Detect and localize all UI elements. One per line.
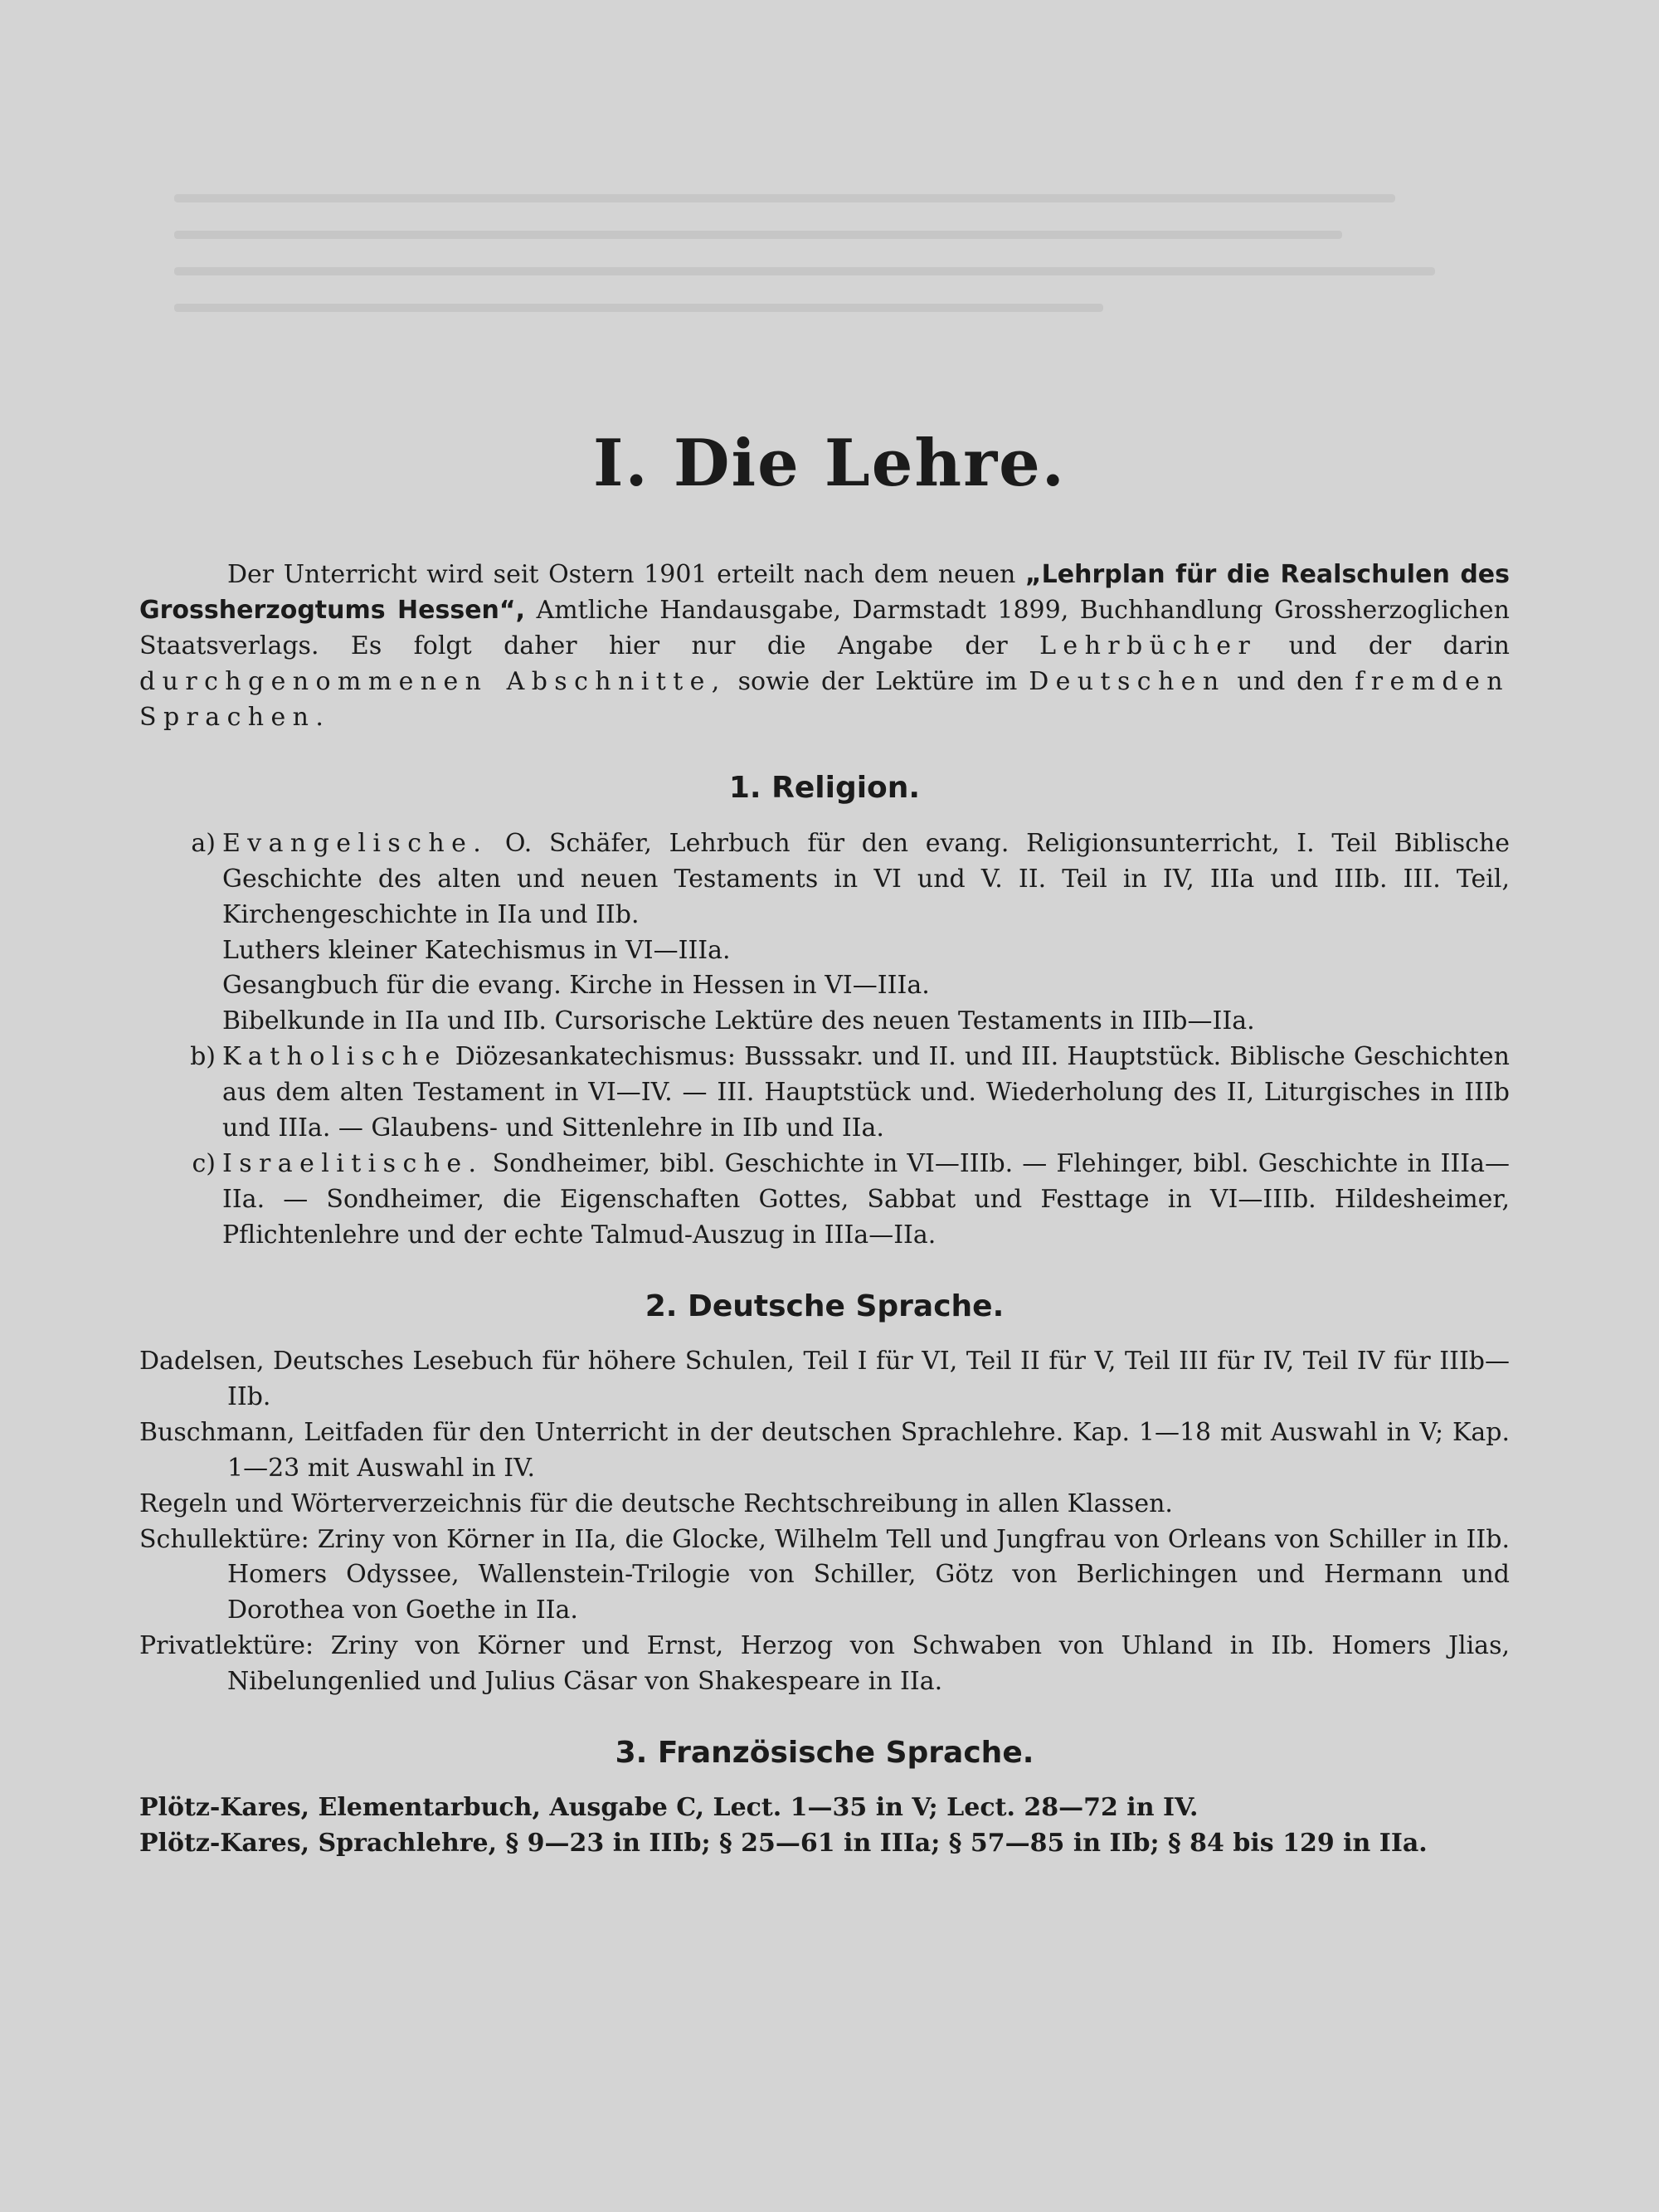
intro-spaced-sprachen: fremden Sprachen. [139, 666, 1511, 732]
item-body [222, 826, 1510, 1040]
section-title-religion: 1. Religion. [728, 771, 921, 806]
intro-paragraph [139, 558, 1510, 735]
deutsch-entry: Regeln und Wörterverzeichnis für die deutsche Rechtschreibung in allen Klassen. [139, 1488, 1173, 1518]
intro-text-5: und den [1225, 666, 1355, 696]
intro-spaced-abschnitte: durchgenommenen Abschnitte, [139, 666, 727, 696]
page-content [139, 558, 1510, 1862]
section-title-deutsch: 2. Deutsche Sprache. [645, 1289, 1005, 1323]
franz-entry: Plötz-Kares, Elementarbuch, Ausgabe C, Lect. 1—35 in V; Lect. 28—72 in IV. [139, 1793, 1199, 1823]
religion-item-katholisch [139, 1040, 1510, 1147]
item-name: Israelitische. [222, 1148, 484, 1178]
religion-item-evangelisch [139, 826, 1510, 1040]
deutsch-entry: Schullektüre: Zriny von Körner in IIa, die Glocke, Wilhelm Tell und Jungfrau von Orleans von Schiller in IIb. Homers Odyssee, Wallenstein-Trilogie von Schiller, Götz von Berlichingen und Hermann und Dorothea von Goethe in IIa. [139, 1524, 1510, 1625]
intro-spaced-lehrbuecher: Lehrbücher [1039, 631, 1258, 660]
item-label: c) [192, 1148, 216, 1178]
intro-text-4: sowie der Lektüre im [726, 666, 1029, 696]
item-line: Luthers kleiner Katechismus in VI—IIIa. [222, 935, 731, 965]
item-label: b) [190, 1042, 216, 1072]
deutsch-entry: Dadelsen, Deutsches Lesebuch für höhere Schulen, Teil I für VI, Teil II für V, Teil III für IV, Teil IV für IIIb—IIb. [139, 1347, 1510, 1411]
deutsch-entry: Buschmann, Leitfaden für den Unterricht in der deutschen Sprachlehre. Kap. 1—18 mit Auswahl in V; Kap. 1—23 mit Auswahl in IV. [139, 1417, 1510, 1483]
item-line: Gesangbuch für die evang. Kirche in Hessen in VI—IIIa. [222, 971, 930, 1001]
item-body [222, 1040, 1510, 1147]
bleed-through-text [174, 166, 1501, 415]
intro-text-2: Amtliche Handausgabe, Darmstadt 1899, Buchhandlung Grossherzoglichen Staatsverlags. Es folgt daher hier nur die Angabe der [139, 595, 1510, 660]
deutsch-entry: Privatlektüre: Zriny von Körner und Ernst, Herzog von Schwaben von Uhland in IIb. Homers Jlias, Nibelungenlied und Julius Cäsar von Shakespeare in IIa. [139, 1631, 1510, 1697]
item-text: O. Schäfer, Lehrbuch für den evang. Religionsunterricht, I. Teil Biblische Geschichte des alten und neuen Testaments in VI und V. II. Teil in IV, IIIa und IIIb. III. Teil, Kirchengeschichte in IIa und IIb. [222, 828, 1510, 929]
franz-entry: Plötz-Kares, Sprachlehre, § 9—23 in IIIb; § 25—61 in IIIa; § 57—85 in IIb; § 84 bis 129 in IIa. [139, 1829, 1428, 1859]
item-text: Sondheimer, bibl. Geschichte in VI—IIIb. — Flehinger, bibl. Geschichte in IIIa—IIa. — Sondheimer, die Eigenschaften Gottes, Sabbat und Festtage in VI—IIIb. Hildesheimer, Pflichtenlehre und der echte Talmud-Auszug in IIIa—IIa. [222, 1148, 1510, 1250]
page-title: I. Die Lehre. [593, 426, 1066, 501]
religion-item-israelitisch [139, 1147, 1510, 1254]
item-text: Diözesankatechismus: Busssakr. und II. und III. Hauptstück. Biblische Geschichten aus dem alten Testament in VI—IV. — III. Hauptstück und. Wiederholung des II, Liturgisches in IIIb und IIIa. — Glaubens- und Sittenlehre in IIb und IIa. [222, 1042, 1510, 1143]
item-name: Evangelische. [222, 828, 489, 858]
section-title-franzoesisch: 3. Französische Sprache. [615, 1735, 1034, 1770]
item-body [222, 1147, 1510, 1254]
item-line: Bibelkunde in IIa und IIb. Cursorische Lektüre des neuen Testaments in IIIb—IIa. [222, 1006, 1255, 1036]
item-name: Katholische [222, 1042, 447, 1072]
item-label: a) [191, 828, 216, 858]
intro-text-3: und der darin [1257, 631, 1510, 660]
intro-text-1: Der Unterricht wird seit Ostern 1901 erteilt nach dem neuen [227, 560, 1025, 589]
lehrplan-title: „Lehrplan für die Realschulen des Grossherzogtums Hessen“, [139, 560, 1510, 625]
intro-spaced-deutschen: Deutschen [1029, 666, 1226, 696]
